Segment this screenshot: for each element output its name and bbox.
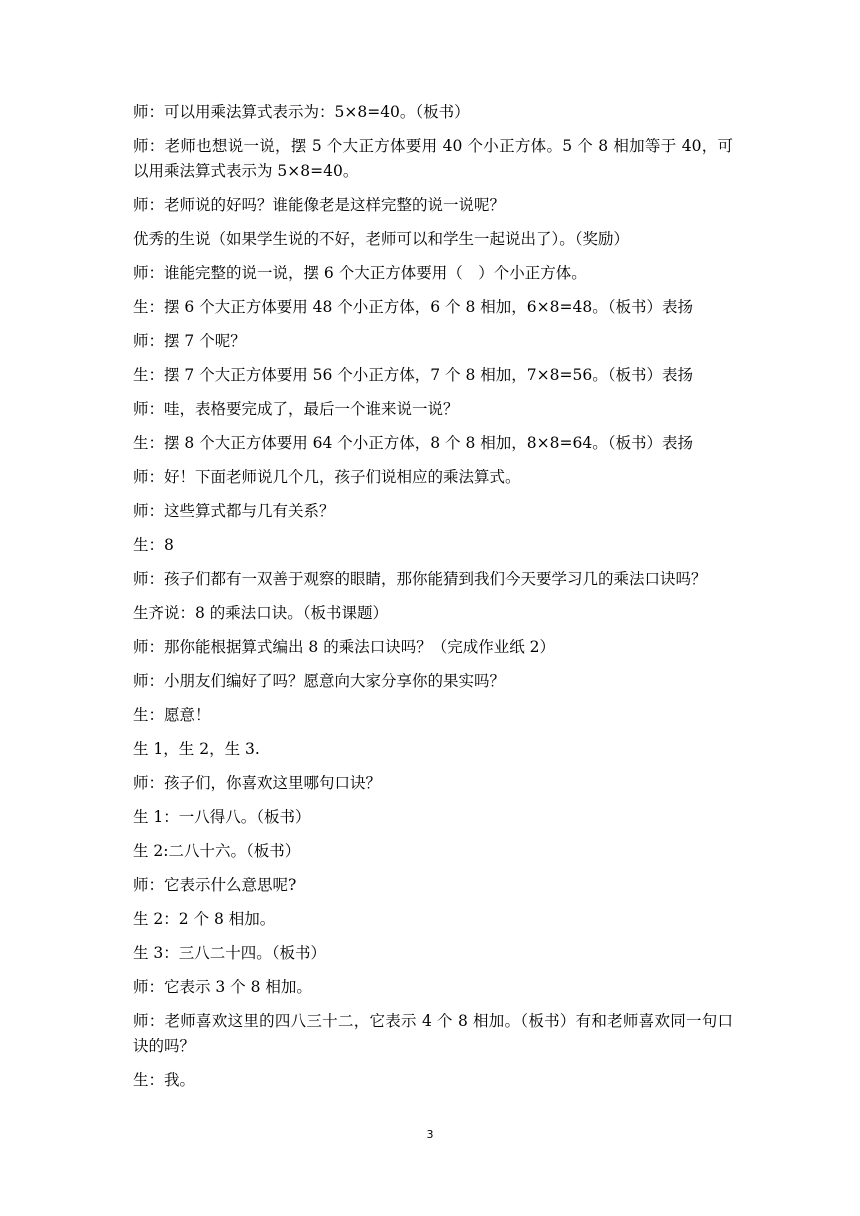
paragraph: 生：摆 8 个大正方体要用 64 个小正方体，8 个 8 相加，8×8=64。（板书）表扬 (133, 434, 693, 452)
paragraph: 生 2:二八十六。（板书） (133, 842, 301, 860)
paragraph: 师：这些算式都与几有关系？ (133, 502, 335, 520)
paragraph: 师：小朋友们编好了吗？愿意向大家分享你的果实吗？ (133, 672, 506, 690)
paragraph: 师：老师也想说一说，摆 5 个大正方体要用 40 个小正方体。5 个 8 相加等于 40，可以用乘法算式表示为 5×8=40。 (133, 137, 733, 180)
paragraph: 师：孩子们，你喜欢这里哪句口诀？ (133, 774, 382, 792)
paragraph: 师：孩子们都有一双善于观察的眼睛，那你能猜到我们今天要学习几的乘法口诀吗？ (133, 570, 707, 588)
paragraph: 生齐说：8 的乘法口诀。（板书课题） (133, 604, 389, 622)
paragraph: 师：摆 7 个呢？ (133, 332, 246, 350)
paragraph: 生：我。 (133, 1071, 196, 1089)
paragraph: 生：8 (133, 536, 174, 554)
paragraph: 生：摆 6 个大正方体要用 48 个小正方体，6 个 8 相加，6×8=48。（板书）表扬 (133, 298, 693, 316)
paragraph: 生：愿意！ (133, 706, 211, 724)
paragraph: 师：谁能完整的说一说，摆 6 个大正方体要用（ ）个小正方体。 (133, 264, 587, 282)
paragraph: 师：它表示什么意思呢? (133, 876, 297, 894)
paragraph: 生 1：一八得八。（板书） (133, 808, 311, 826)
paragraph: 师：好！下面老师说几个几，孩子们说相应的乘法算式。 (133, 468, 521, 486)
paragraph: 师：它表示 3 个 8 相加。 (133, 978, 312, 996)
paragraph: 生：摆 7 个大正方体要用 56 个小正方体，7 个 8 相加，7×8=56。（板书）表扬 (133, 366, 693, 384)
paragraph: 优秀的生说（如果学生说的不好，老师可以和学生一起说出了）。（奖励） (133, 230, 630, 248)
paragraph: 生 1，生 2，生 3. (133, 740, 260, 758)
paragraph: 生 2：2 个 8 相加。 (133, 910, 276, 928)
document-body (133, 100, 733, 1102)
paragraph: 师：老师喜欢这里的四八三十二，它表示 4 个 8 相加。（板书）有和老师喜欢同一句口诀的吗？ (133, 1012, 733, 1055)
paragraph: 师：哇，表格要完成了，最后一个谁来说一说？ (133, 400, 459, 418)
paragraph: 师：老师说的好吗？谁能像老是这样完整的说一说呢？ (133, 196, 506, 214)
paragraph: 生 3：三八二十四。（板书） (133, 944, 327, 962)
paragraph: 师：那你能根据算式编出 8 的乘法口诀吗？（完成作业纸 2） (133, 638, 556, 656)
paragraph: 师：可以用乘法算式表示为：5×8=40。（板书） (133, 103, 470, 121)
page-number: 3 (426, 1128, 434, 1141)
